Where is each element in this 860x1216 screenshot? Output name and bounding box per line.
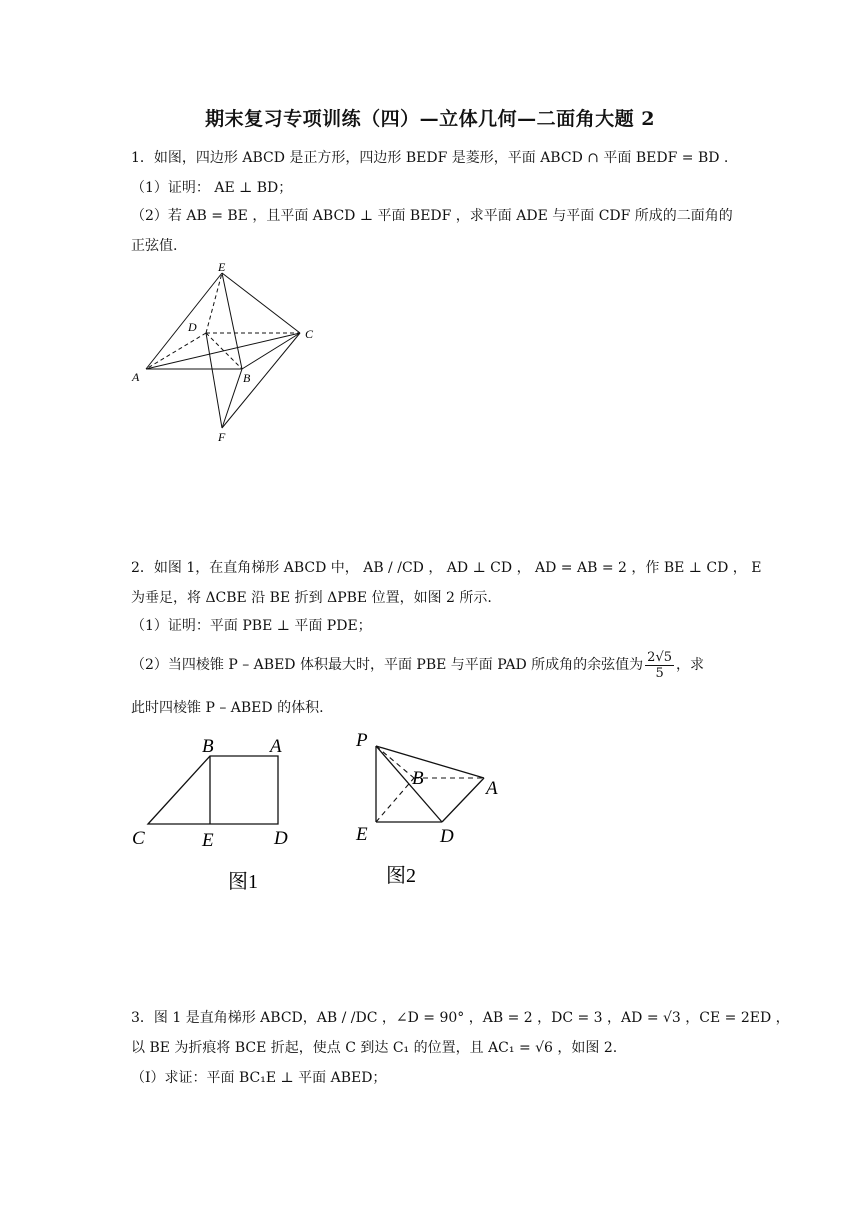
figure-label-c: C <box>305 327 314 341</box>
problem-1-part-2-cont: 正弦值. <box>131 238 178 254</box>
figure-label-a: A <box>132 370 140 384</box>
problem-2-figure-2 <box>348 722 518 892</box>
problem-3-statement-cont: 以 BE 为折痕将 BCE 折起，使点 C 到达 C₁ 的位置，且 AC₁ = √6 ，如图 2. <box>131 1040 618 1056</box>
problem-2-part-2-tail: ，求 <box>676 657 704 673</box>
fig1-label-e: E <box>202 830 214 851</box>
problem-2-part-2 <box>131 648 704 682</box>
problem-3-part-1: （Ⅰ）求证：平面 BC₁E ⊥ 平面 ABED； <box>131 1070 387 1086</box>
problem-3-statement: 3．图 1 是直角梯形 ABCD，AB / /DC ，∠D = 90° ，AB = 2 ，DC = 3 ，AD = √3 ，CE = 2ED ， <box>131 1010 790 1026</box>
fraction-denominator: 5 <box>655 665 664 681</box>
fig1-caption: 图1 <box>228 871 258 893</box>
problem-1-part-2: （2）若 AB = BE ，且平面 ABCD ⊥ 平面 BEDF ，求平面 ADE 与平面 CDF 所成的二面角的 <box>131 208 733 224</box>
problem-2-part-1: （1）证明：平面 PBE ⊥ 平面 PDE； <box>131 618 372 634</box>
figure-label-b: B <box>243 371 251 385</box>
problem-1-statement: 1．如图，四边形 ABCD 是正方形，四边形 BEDF 是菱形，平面 ABCD ∩ 平面 BEDF = BD . <box>131 150 729 166</box>
problem-1-part-1: （1）证明： AE ⊥ BD； <box>131 180 293 196</box>
problem-2-statement: 2．如图 1，在直角梯形 ABCD 中， AB / /CD ， AD ⊥ CD ， AD = AB = 2 ，作 BE ⊥ CD ， E <box>131 560 762 576</box>
fig2-label-d: D <box>440 826 454 847</box>
cosine-fraction <box>645 650 674 681</box>
problem-1-figure <box>120 258 340 458</box>
page-title: 期末复习专项训练（四）—立体几何—二面角大题 2 <box>205 108 655 130</box>
figure-label-d: D <box>188 320 197 334</box>
problem-2-figure-1 <box>128 728 308 898</box>
figure-label-f: F <box>218 430 226 444</box>
fig2-caption: 图2 <box>386 865 416 887</box>
problem-2-part-2-text: （2）当四棱锥 P – ABED 体积最大时，平面 PBE 与平面 PAD 所成角的余弦值为 <box>131 657 644 673</box>
fraction-numerator: 2√5 <box>647 649 672 665</box>
fig2-label-p: P <box>356 730 368 751</box>
fig2-label-b: B <box>412 768 424 789</box>
fig2-label-a: A <box>486 778 498 799</box>
problem-2-statement-cont: 为垂足，将 ΔCBE 沿 BE 折到 ΔPBE 位置，如图 2 所示. <box>131 590 492 606</box>
fig1-label-b: B <box>202 736 214 757</box>
figure-label-e: E <box>218 260 226 274</box>
fig1-label-a: A <box>270 736 282 757</box>
fig2-label-e: E <box>356 824 368 845</box>
fig1-label-d: D <box>274 828 288 849</box>
problem-2-part-2-cont: 此时四棱锥 P – ABED 的体积. <box>131 700 324 716</box>
fig1-label-c: C <box>132 828 145 849</box>
